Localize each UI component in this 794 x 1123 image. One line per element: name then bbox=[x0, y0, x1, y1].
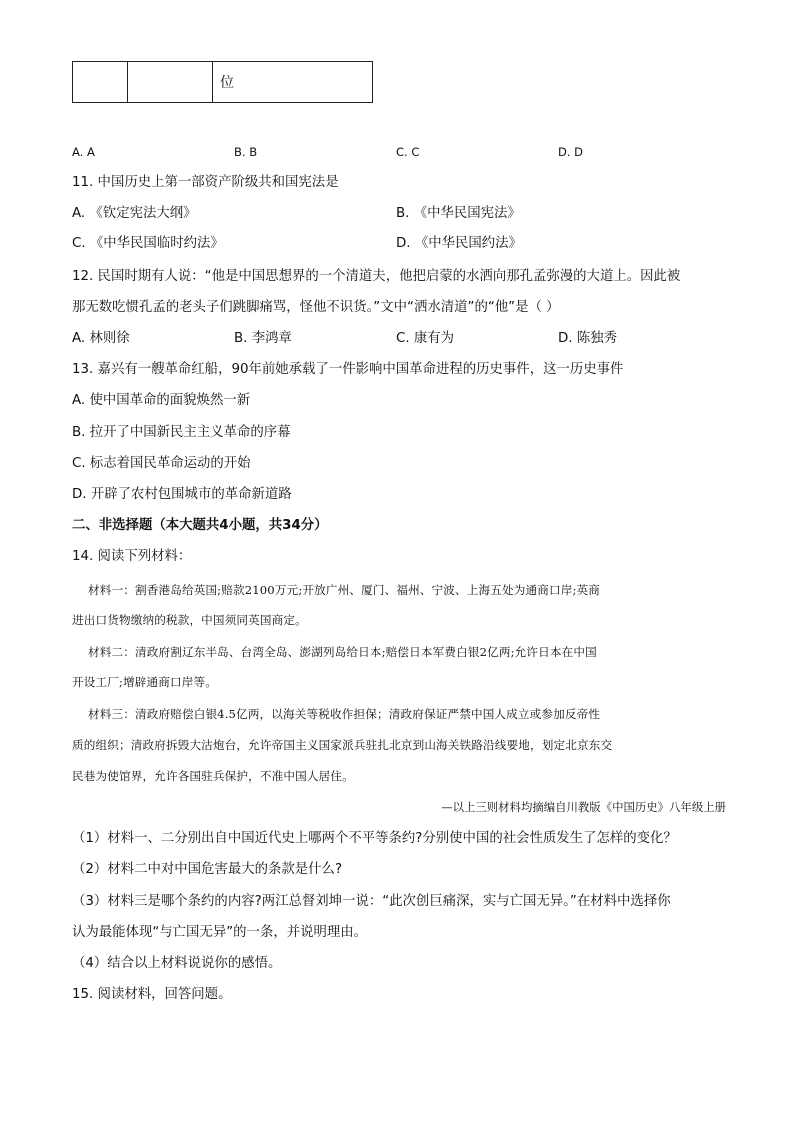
q11-stem: 11. 中国历史上第一部资产阶级共和国宪法是 bbox=[72, 175, 339, 190]
q11-option-b: B. 《中华民国宪法》 bbox=[396, 206, 521, 221]
q10-option-c: C. C bbox=[396, 145, 420, 159]
table-fragment bbox=[72, 61, 373, 103]
q11-option-a: A. 《钦定宪法大纲》 bbox=[72, 206, 197, 221]
q14-question-3-line2: 认为最能体现“与亡国无异”的一条，并说明理由。 bbox=[72, 925, 368, 940]
q12-option-d: D. 陈独秀 bbox=[558, 331, 617, 346]
q12-option-a: A. 林则徐 bbox=[72, 331, 130, 346]
q15-stem: 15. 阅读材料，回答问题。 bbox=[72, 987, 232, 1002]
q12-stem-line1: 12. 民国时期有人说：“他是中国思想界的一个清道夫，他把启蒙的水洒向那孔孟弥漫的大道上。因此被 bbox=[72, 269, 681, 284]
material-line: 材料二：清政府割辽东半岛、台湾全岛、澎湖列岛给日本;赔偿日本军费白银2亿两;允许日本在中国 bbox=[88, 645, 597, 659]
q12-stem-line2: 那无数吃惯孔孟的老头子们跳脚痛骂，怪他不识货。”文中“洒水清道”的“他”是（ ） bbox=[72, 300, 560, 315]
material-line: 质的组织；清政府拆毁大沽炮台，允许帝国主义国家派兵驻扎北京到山海关铁路沿线要地，划定北京东交 bbox=[72, 738, 613, 752]
section-2-title: 二、非选择题（本大题共4小题，共34分） bbox=[72, 518, 328, 533]
q14-question-1: （1）材料一、二分别出自中国近代史上哪两个不平等条约?分别使中国的社会性质发生了怎样的变化？ bbox=[72, 831, 677, 846]
q12-option-c: C. 康有为 bbox=[396, 331, 455, 346]
q10-option-a: A. A bbox=[72, 145, 95, 159]
q13-option-b: B. 拉开了中国新民主主义革命的序幕 bbox=[72, 425, 291, 440]
table-cell bbox=[128, 62, 213, 103]
material-line: 材料一：割香港岛给英国;赔款2100万元;开放广州、厦门、福州、宁波、上海五处为通商口岸;英商 bbox=[88, 583, 601, 597]
q13-option-c: C. 标志着国民革命运动的开始 bbox=[72, 456, 251, 471]
q14-question-3-line1: （3）材料三是哪个条约的内容?两江总督刘坤一说：“此次创巨痛深，实与亡国无异。”在材料中选择你 bbox=[72, 894, 671, 909]
material-line: 民巷为使馆界，允许各国驻兵保护，不准中国人居住。 bbox=[72, 769, 354, 783]
material-line: 进出口货物缴纳的税款，中国须同英国商定。 bbox=[72, 613, 307, 627]
q13-option-d: D. 开辟了农村包围城市的革命新道路 bbox=[72, 487, 292, 502]
q14-question-2: （2）材料二中对中国危害最大的条款是什么? bbox=[72, 862, 343, 877]
q13-stem: 13. 嘉兴有一艘革命红船，90年前她承载了一件影响中国革命进程的历史事件，这一历史事件 bbox=[72, 362, 624, 377]
material-line: 材料三：清政府赔偿白银4.5亿两，以海关等税收作担保；清政府保证严禁中国人成立或参加反帝性 bbox=[88, 707, 601, 721]
q14-stem: 14. 阅读下列材料： bbox=[72, 549, 192, 564]
table-cell bbox=[73, 62, 128, 103]
q10-option-d: D. D bbox=[558, 145, 584, 159]
q10-option-b: B. B bbox=[234, 145, 258, 159]
material-line: 开设工厂;增辟通商口岸等。 bbox=[72, 675, 217, 689]
q12-option-b: B. 李鸿章 bbox=[234, 331, 292, 346]
q11-option-c: C. 《中华民国临时约法》 bbox=[72, 236, 224, 251]
q14-question-4: （4）结合以上材料说说你的感悟。 bbox=[72, 956, 282, 971]
q13-option-a: A. 使中国革命的面貌焕然一新 bbox=[72, 393, 251, 408]
q11-option-d: D. 《中华民国约法》 bbox=[396, 236, 522, 251]
material-source: —以上三则材料均摘编自川教版《中国历史》八年级上册 bbox=[441, 800, 726, 814]
table-cell: 位 bbox=[213, 62, 373, 103]
